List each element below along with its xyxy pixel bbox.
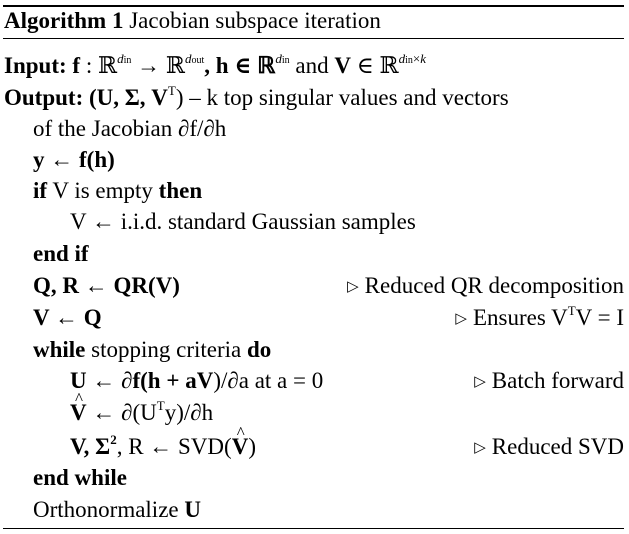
comment-triangle-icon: ▷: [347, 279, 359, 295]
line-u: U ← ∂f(h + aV)/∂a at a = 0 ▷ Batch forward: [0, 365, 624, 396]
comment-svd: ▷ Reduced SVD: [474, 434, 624, 459]
algorithm-caption: [0, 5, 624, 36]
line-endif: end if: [33, 241, 89, 266]
bottom-rule: [3, 528, 624, 529]
caption-rule: [3, 38, 624, 39]
line-gaussian: V ← i.i.d. standard Gaussian samples: [70, 209, 416, 234]
line-ortho: Orthonormalize U: [33, 497, 201, 522]
caption-label: Algorithm 1: [4, 8, 124, 33]
output-continuation: of the Jacobian ∂f/∂h: [33, 116, 227, 141]
line-vq: V ← Q ▷ Ensures $V^TV = I$: [0, 302, 624, 333]
input-line: Input: f : ℝ$^{din}$ → ℝ$^{dout}$, h ∈ ℝ$^{din}$ and V ∈ ℝ$^{din\times k}$: [4, 51, 426, 78]
comment-batch: ▷ Batch forward: [474, 368, 624, 393]
comment-triangle-icon: ▷: [474, 440, 486, 456]
caption-title: Jacobian subspace iteration: [129, 8, 381, 33]
line-while: while stopping criteria do: [33, 337, 272, 362]
output-line: Output: (U, Σ, $V^T$) – k top singular values and vectors: [4, 83, 509, 110]
comment-triangle-icon: ▷: [455, 311, 467, 327]
line-y: y ← f(h): [33, 147, 115, 172]
line-qr: Q, R ← QR(V) ▷ Reduced QR decomposition: [0, 270, 624, 301]
line-if: if V is empty then: [33, 178, 203, 203]
line-endwhile: end while: [33, 465, 127, 490]
line-vhat: ^ V ← $\partial(U^Ty)/\partial h$: [0, 397, 624, 428]
comment-triangle-icon: ▷: [474, 374, 486, 390]
output-label: Output:: [4, 85, 84, 110]
comment-qr: ▷ Reduced QR decomposition: [347, 273, 624, 298]
line-svd: V, $\Sigma^2$, R ← SVD(^ V) ▷ Reduced SVD: [0, 431, 624, 462]
comment-ensures: ▷ Ensures $V^TV = I$: [455, 303, 624, 330]
input-label: Input:: [4, 53, 67, 78]
